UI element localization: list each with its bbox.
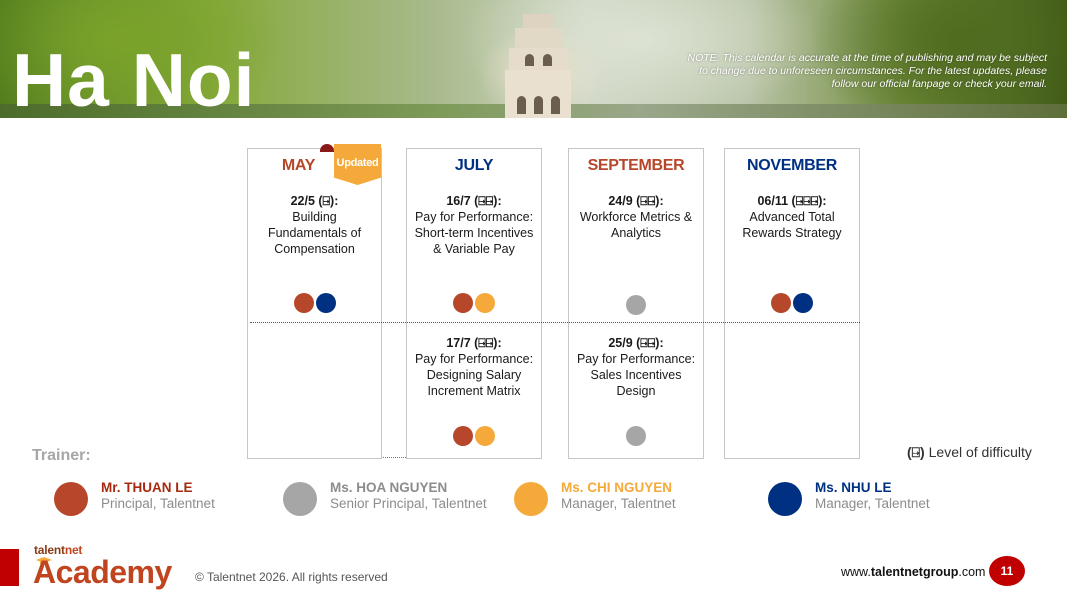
updated-badge: [334, 144, 381, 185]
trainer-color-dot: [283, 482, 317, 516]
footer-accent-bar: [0, 549, 19, 586]
trainer-name: Ms. HOA NGUYEN: [330, 480, 448, 495]
month-card-november: [724, 148, 860, 459]
trainer-dots: [407, 426, 541, 446]
trainer-dot-hoa-nguyen: [626, 295, 646, 315]
difficulty-legend: [907, 444, 1032, 461]
trainer-color-dot: [768, 482, 802, 516]
copyright-text: © Talentnet 2026. All rights reserved: [195, 570, 388, 584]
trainer-dot-chi-nguyen: [475, 426, 495, 446]
trainer-role: Principal, Talentnet: [101, 496, 215, 511]
trainer-label: Trainer:: [32, 447, 91, 464]
month-title: JULY: [454, 157, 494, 174]
session-may-1[interactable]: [248, 193, 381, 257]
month-title: MAY: [281, 157, 316, 174]
trainer-dot-thuan-le: [453, 293, 473, 313]
month-card-may: [247, 148, 382, 459]
trainer-dot-nhu-le: [316, 293, 336, 313]
session-july-2[interactable]: [407, 335, 541, 399]
session-date: 06/11 (⍈⍈⍈):: [757, 194, 827, 208]
trainer-dot-hoa-nguyen: [626, 426, 646, 446]
turtle-tower-image: [497, 12, 579, 118]
session-date: 25/9 (⍈⍈):: [608, 336, 664, 350]
calendar-note: NOTE: This calendar is accurate at the time of publishing and may be subject to change due to unforeseen circumstances. For the latest updates, please follow our official fanpage or check your email.: [687, 52, 1047, 90]
trainer-dots: [248, 293, 381, 313]
session-september-2[interactable]: [569, 335, 703, 399]
session-date: 17/7 (⍈⍈):: [446, 336, 502, 350]
website-domain: talentnetgroup: [870, 565, 959, 579]
session-date: 24/9 (⍈⍈):: [608, 194, 664, 208]
session-divider: [250, 322, 860, 323]
logo-text-net: net: [64, 543, 83, 557]
academy-logo: Academy: [33, 554, 172, 590]
session-november-1[interactable]: [725, 193, 859, 241]
trainer-dots: [569, 426, 703, 446]
trainer-role: Senior Principal, Talentnet: [330, 496, 487, 511]
trainer-dot-thuan-le: [453, 426, 473, 446]
trainer-dot-thuan-le: [771, 293, 791, 313]
session-september-1[interactable]: [569, 193, 703, 241]
trainer-role: Manager, Talentnet: [815, 496, 930, 511]
session-title: Advanced Total Rewards Strategy: [742, 210, 842, 240]
session-date: 22/5 (⍈):: [290, 194, 339, 208]
trainer-role: Manager, Talentnet: [561, 496, 676, 511]
trainer-color-dot: [54, 482, 88, 516]
difficulty-legend-label: Level of difficulty: [928, 444, 1032, 460]
session-title: Workforce Metrics & Analytics: [579, 210, 693, 240]
trainer-dots: [407, 293, 541, 313]
header-banner-photo: [0, 0, 1067, 118]
badge-label: Updated: [336, 157, 379, 169]
trainer-dot-thuan-le: [294, 293, 314, 313]
logo-text-talent: talent: [34, 543, 65, 557]
trainer-dots: [725, 293, 859, 313]
session-title: Pay for Performance: Sales Incentives Design: [576, 352, 696, 398]
trainer-name: Ms. CHI NGUYEN: [561, 480, 673, 495]
page-number: 11: [989, 556, 1025, 586]
trainer-dot-nhu-le: [793, 293, 813, 313]
badge-cap: [320, 144, 334, 152]
session-title: Pay for Performance: Short-term Incentives & Variable Pay: [414, 210, 534, 256]
month-title: NOVEMBER: [746, 157, 838, 174]
website-prefix: www.: [841, 565, 871, 579]
page-title: Ha Noi: [12, 38, 256, 118]
website-suffix: .com: [958, 565, 986, 579]
month-card-september: [568, 148, 704, 459]
month-card-july: [406, 148, 542, 459]
trainer-color-dot: [514, 482, 548, 516]
month-title: SEPTEMBER: [587, 157, 685, 174]
bottom-dotted-connector: [383, 457, 406, 458]
trainer-dot-chi-nguyen: [475, 293, 495, 313]
trainer-name: Mr. THUAN LE: [101, 480, 193, 495]
session-title: Building Fundamentals of Compensation: [267, 210, 362, 256]
session-date: 16/7 (⍈⍈):: [446, 194, 502, 208]
session-title: Pay for Performance: Designing Salary Increment Matrix: [414, 352, 534, 398]
website-link[interactable]: [841, 565, 985, 579]
trainer-dots: [569, 295, 703, 315]
trainer-name: Ms. NHU LE: [815, 480, 892, 495]
session-july-1[interactable]: [407, 193, 541, 257]
difficulty-icon: (⍈): [907, 444, 925, 460]
